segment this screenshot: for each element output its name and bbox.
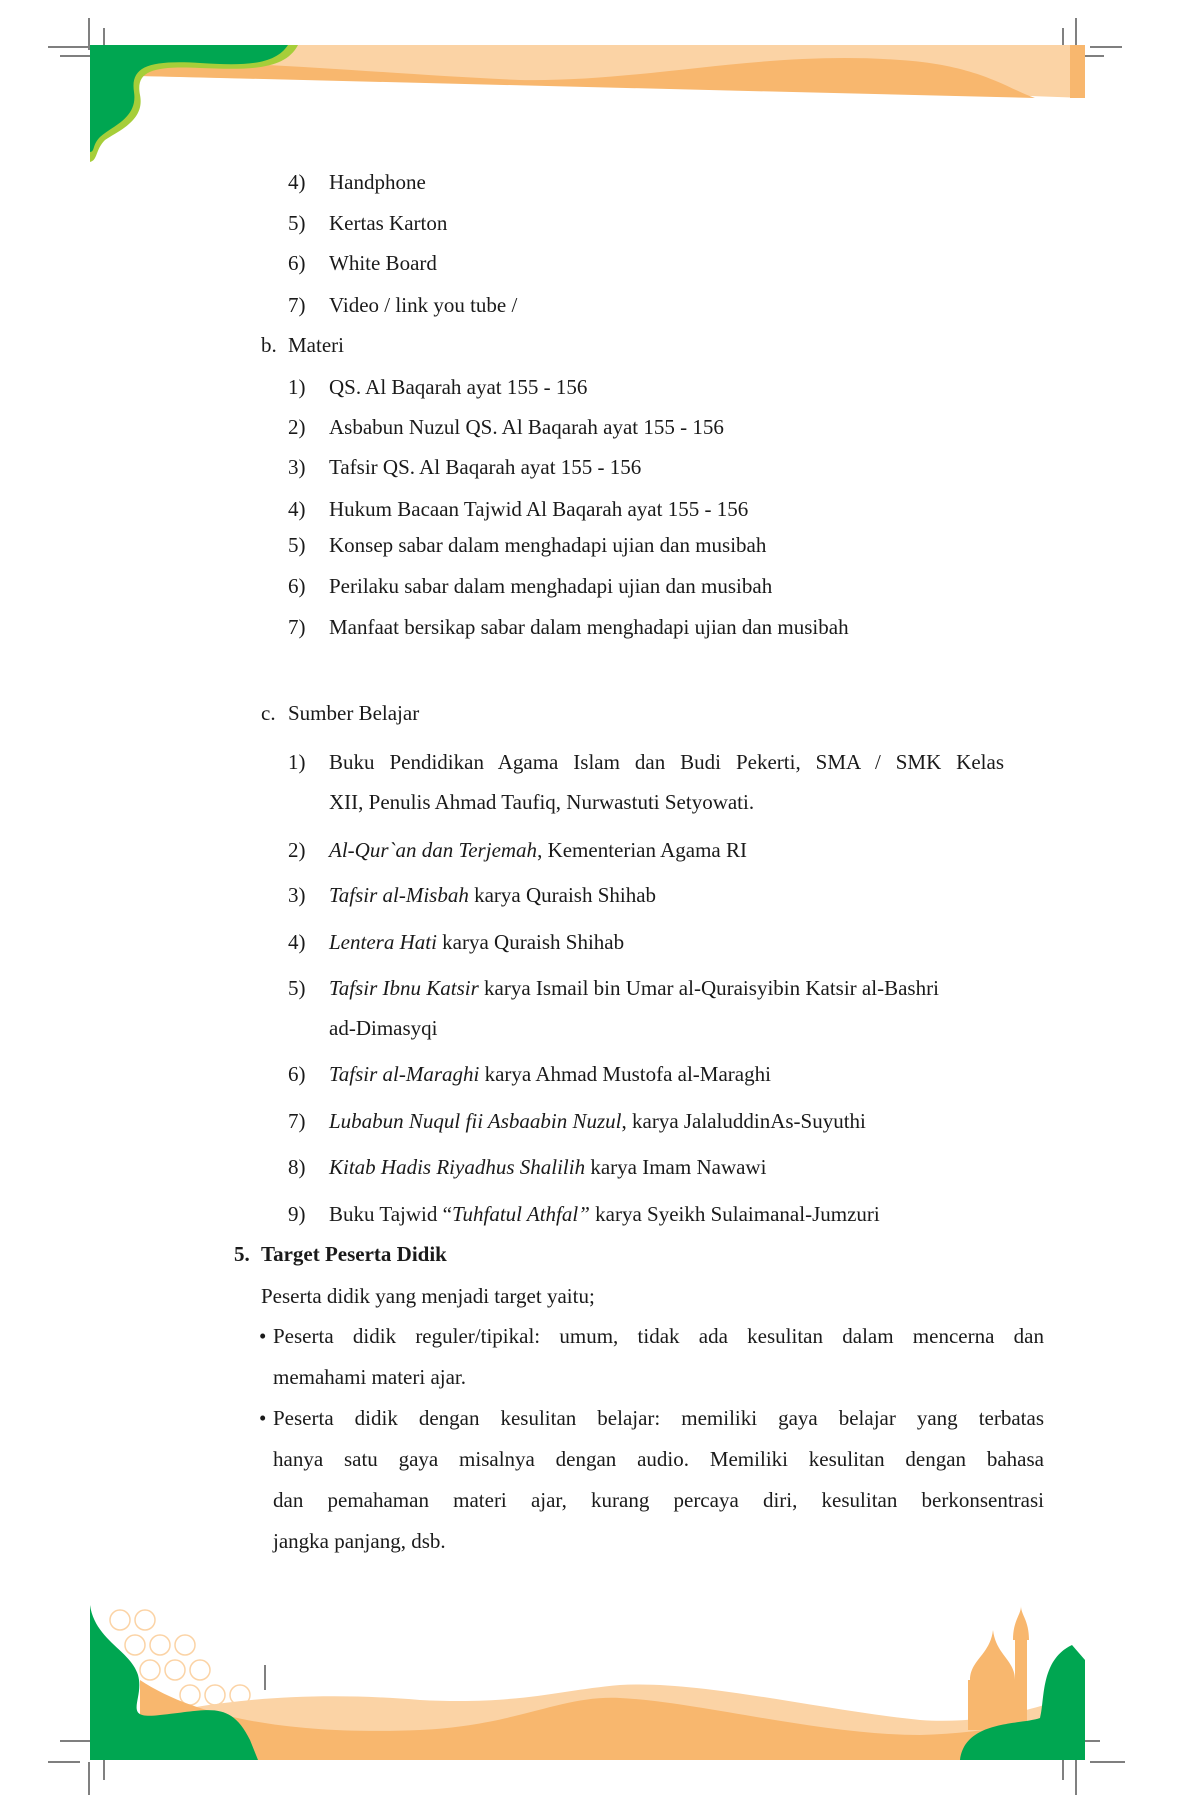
- list-item: [329, 1154, 766, 1180]
- section-heading: Target Peserta Didik: [261, 1242, 447, 1266]
- section-label: c.: [261, 701, 276, 725]
- list-number: 6): [288, 1062, 306, 1086]
- list-item: Konsep sabar dalam menghadapi ujian dan musibah: [329, 533, 767, 557]
- book-title: Kitab Hadis Riyadhus Shalilih: [329, 1155, 586, 1179]
- bullet-icon: •: [259, 1324, 267, 1348]
- bullet-text: Peserta didik reguler/tipikal: umum, tidak ada kesulitan dalam mencerna dan: [273, 1324, 1044, 1348]
- list-number: 6): [288, 251, 306, 275]
- list-number: 5): [288, 211, 306, 235]
- list-number: 2): [288, 838, 306, 862]
- book-title: Tafsir Ibnu Katsir: [329, 976, 479, 1000]
- footer-banner: [90, 1605, 1085, 1760]
- list-number: 4): [288, 930, 306, 954]
- list-item: Handphone: [329, 170, 426, 194]
- bullet-text: memahami materi ajar.: [273, 1365, 466, 1389]
- book-author: karya Imam Nawawi: [585, 1155, 767, 1179]
- list-item-continued: XII, Penulis Ahmad Taufiq, Nurwastuti Setyowati.: [329, 790, 755, 814]
- book-author: karya Ahmad Mustofa al-Maraghi: [479, 1062, 771, 1086]
- list-item: Tafsir QS. Al Baqarah ayat 155 - 156: [329, 455, 642, 479]
- list-number: 7): [288, 615, 306, 639]
- list-number: 5): [288, 976, 306, 1000]
- list-item: Manfaat bersikap sabar dalam menghadapi ujian dan musibah: [329, 615, 849, 639]
- book-title: Tafsir al-Misbah: [329, 883, 469, 907]
- header-banner: [90, 45, 1085, 162]
- list-item: White Board: [329, 251, 437, 275]
- list-number: 7): [288, 1109, 306, 1133]
- list-item: [329, 1108, 866, 1134]
- list-item: [329, 837, 747, 863]
- list-item-continued: ad-Dimasyqi: [329, 1016, 438, 1040]
- bullet-icon: •: [259, 1406, 267, 1430]
- bullet-text: dan pemahaman materi ajar, kurang percaya diri, kesulitan berkonsentrasi: [273, 1488, 1044, 1512]
- list-item: Video / link you tube /: [329, 293, 518, 317]
- book-author: karya Ismail bin Umar al-Quraisyibin Katsir al-Bashri: [478, 976, 939, 1000]
- list-number: 4): [288, 497, 306, 521]
- book-title: Tuhfatul Athfal”: [451, 1202, 590, 1226]
- list-number: 8): [288, 1155, 306, 1179]
- section-number: 5.: [234, 1242, 250, 1266]
- section-heading: Materi: [288, 333, 344, 357]
- bullet-text: Peserta didik dengan kesulitan belajar: memiliki gaya belajar yang terbatas: [273, 1406, 1044, 1430]
- list-item: Hukum Bacaan Tajwid Al Baqarah ayat 155 - 156: [329, 497, 749, 521]
- list-number: 6): [288, 574, 306, 598]
- list-number: 1): [288, 375, 306, 399]
- list-number: 3): [288, 883, 306, 907]
- list-item: [329, 882, 656, 908]
- list-item: QS. Al Baqarah ayat 155 - 156: [329, 375, 588, 399]
- paragraph: Peserta didik yang menjadi target yaitu;: [261, 1284, 595, 1308]
- list-item: [329, 1061, 771, 1087]
- book-prefix: Buku Tajwid “: [329, 1202, 452, 1226]
- book-author: karya Syeikh Sulaimanal-Jumzuri: [589, 1202, 880, 1226]
- book-title: Tafsir al-Maraghi: [329, 1062, 480, 1086]
- list-number: 3): [288, 455, 306, 479]
- list-number: 9): [288, 1202, 306, 1226]
- book-author: , Kementerian Agama RI: [537, 838, 747, 862]
- list-item: Buku Pendidikan Agama Islam dan Budi Pekerti, SMA / SMK Kelas: [329, 750, 1004, 774]
- book-author: karya Quraish Shihab: [468, 883, 657, 907]
- list-item: Asbabun Nuzul QS. Al Baqarah ayat 155 - 156: [329, 415, 724, 439]
- book-author: karya Quraish Shihab: [436, 930, 625, 954]
- list-number: 4): [288, 170, 306, 194]
- book-title: Lentera Hati: [329, 930, 437, 954]
- list-number: 5): [288, 533, 306, 557]
- bullet-text: jangka panjang, dsb.: [273, 1529, 446, 1553]
- list-number: 1): [288, 750, 306, 774]
- list-item: Kertas Karton: [329, 211, 448, 235]
- list-item: [329, 975, 939, 1001]
- list-item: [329, 929, 624, 955]
- book-title: Al-Qur`an dan Terjemah: [329, 838, 538, 862]
- list-item: [329, 1201, 880, 1227]
- section-label: b.: [261, 333, 277, 357]
- list-item: Perilaku sabar dalam menghadapi ujian dan musibah: [329, 574, 773, 598]
- book-author: , karya JalaluddinAs-Suyuthi: [621, 1109, 866, 1133]
- bullet-text: hanya satu gaya misalnya dengan audio. Memiliki kesulitan dengan bahasa: [273, 1447, 1044, 1471]
- list-number: 7): [288, 293, 306, 317]
- section-heading: Sumber Belajar: [288, 701, 420, 725]
- list-number: 2): [288, 415, 306, 439]
- book-title: Lubabun Nuqul fii Asbaabin Nuzul: [329, 1109, 622, 1133]
